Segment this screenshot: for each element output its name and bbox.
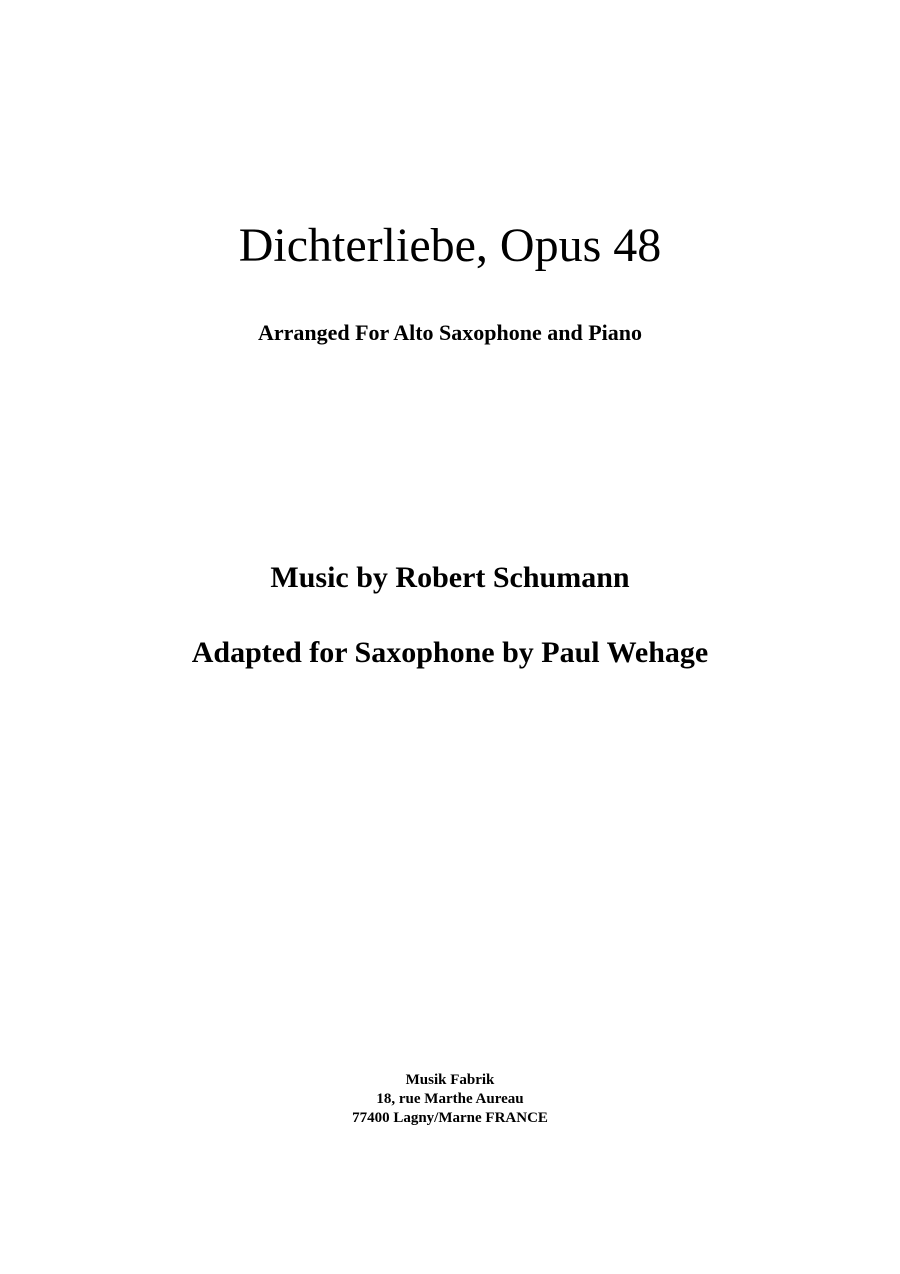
publisher-city: 77400 Lagny/Marne FRANCE bbox=[352, 1110, 548, 1126]
composer-credit: Music by Robert Schumann bbox=[270, 561, 630, 594]
publisher-name: Musik Fabrik bbox=[405, 1072, 495, 1088]
arranger-credit: Adapted for Saxophone by Paul Wehage bbox=[191, 636, 709, 669]
publisher-address bbox=[0, 1071, 900, 1128]
instrumentation-subtitle: Arranged For Alto Saxophone and Piano bbox=[257, 320, 643, 345]
page-title: Dichterliebe, Opus 48 bbox=[238, 219, 662, 272]
publisher-street: 18, rue Marthe Aureau bbox=[376, 1091, 524, 1107]
